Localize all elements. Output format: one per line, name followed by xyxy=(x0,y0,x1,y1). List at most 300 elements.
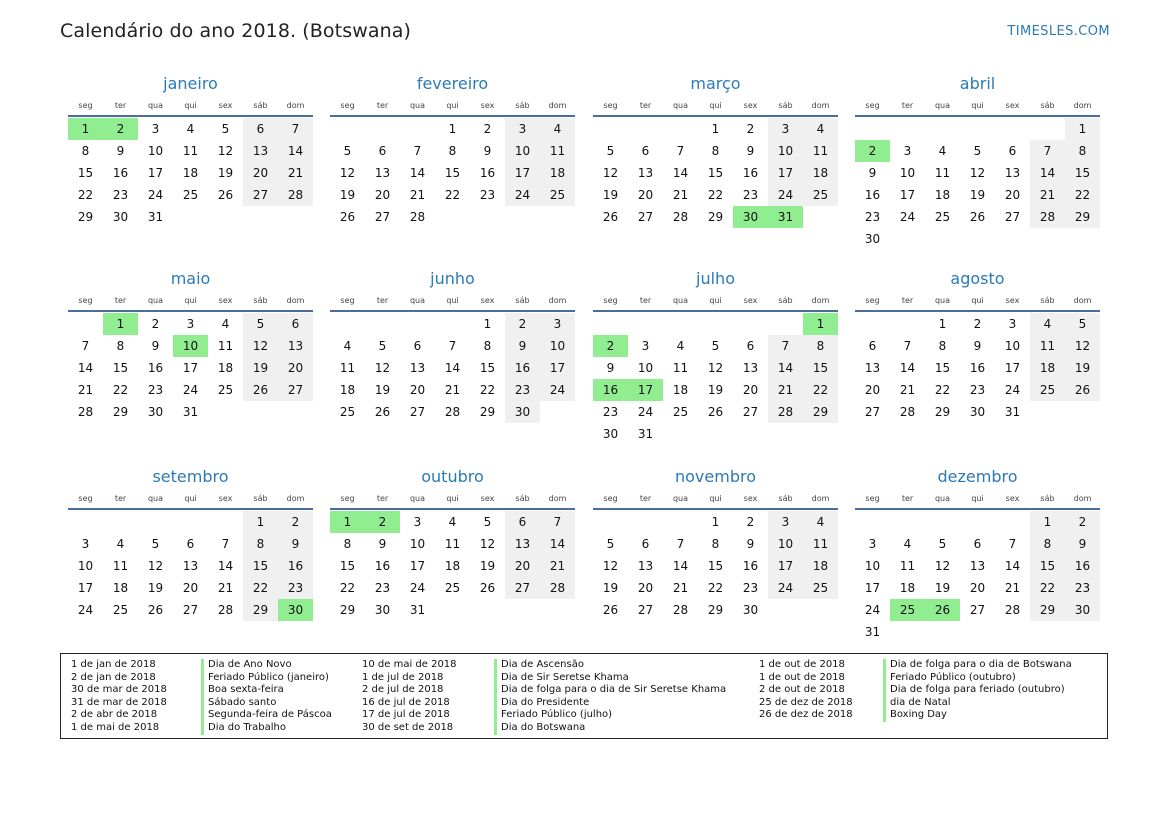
day-cell: 31 xyxy=(147,210,164,224)
weekday-label: ter xyxy=(639,296,652,305)
days-grid xyxy=(330,312,575,423)
day-cell: 6 xyxy=(378,144,387,158)
empty-cell xyxy=(1030,118,1065,140)
day-cell: 9 xyxy=(116,144,125,158)
holiday-day: 1 xyxy=(803,313,838,335)
holiday-day: 10 xyxy=(173,335,208,357)
day-cell: 13 xyxy=(969,559,986,573)
weekday-header xyxy=(330,97,575,115)
day-cell: 7 xyxy=(676,144,685,158)
month-0 xyxy=(68,73,313,228)
days-grid xyxy=(593,117,838,228)
weekday-label: qui xyxy=(709,296,722,305)
day-cell: 1 xyxy=(711,515,720,529)
day-cell: 16 xyxy=(742,166,759,180)
day-cell: 9 xyxy=(746,537,755,551)
day-cell: 10 xyxy=(147,144,164,158)
day-cell: 14 xyxy=(899,361,916,375)
day-cell: 30 xyxy=(374,603,391,617)
day-cell: 30 xyxy=(742,603,759,617)
day-cell: 24 xyxy=(147,188,164,202)
weekday-label: seg xyxy=(340,494,355,503)
weekday-label: sex xyxy=(1005,296,1020,305)
day-cell: 28 xyxy=(672,603,689,617)
day-cell: 22 xyxy=(803,379,838,401)
day-cell: 31 xyxy=(1004,405,1021,419)
day-cell: 24 xyxy=(505,184,540,206)
empty-cell xyxy=(663,118,698,140)
day-cell: 13 xyxy=(742,361,759,375)
day-cell: 30 xyxy=(505,401,540,423)
day-cell: 20 xyxy=(969,581,986,595)
day-cell: 1 xyxy=(1065,118,1100,140)
day-cell: 28 xyxy=(77,405,94,419)
day-cell: 25 xyxy=(112,603,129,617)
day-cell: 7 xyxy=(1008,537,1017,551)
legend-names-3 xyxy=(883,659,1072,722)
day-cell: 22 xyxy=(1065,184,1100,206)
day-cell: 24 xyxy=(77,603,94,617)
day-cell: 5 xyxy=(938,537,947,551)
day-cell: 16 xyxy=(147,361,164,375)
weekday-label: seg xyxy=(865,101,880,110)
day-cell: 23 xyxy=(602,405,619,419)
empty-cell xyxy=(925,118,960,140)
legend-date: 30 de set de 2018 xyxy=(362,721,454,733)
day-cell: 11 xyxy=(899,559,916,573)
day-cell: 3 xyxy=(768,118,803,140)
day-cell: 27 xyxy=(278,379,313,401)
legend-date: 2 de jan de 2018 xyxy=(71,671,156,683)
day-cell: 5 xyxy=(973,144,982,158)
weekday-label: qui xyxy=(184,494,197,503)
day-cell: 24 xyxy=(864,603,881,617)
day-cell: 13 xyxy=(505,533,540,555)
day-cell: 22 xyxy=(1030,577,1065,599)
weekday-label: sáb xyxy=(515,101,530,110)
days-grid xyxy=(330,510,575,621)
day-cell: 27 xyxy=(742,405,759,419)
day-cell: 6 xyxy=(641,144,650,158)
day-cell: 7 xyxy=(676,537,685,551)
month-1 xyxy=(330,73,575,228)
day-cell: 12 xyxy=(969,166,986,180)
day-cell: 18 xyxy=(444,559,461,573)
day-cell: 5 xyxy=(1065,313,1100,335)
day-cell: 10 xyxy=(768,140,803,162)
day-cell: 24 xyxy=(768,577,803,599)
day-cell: 16 xyxy=(479,166,496,180)
weekday-label: qui xyxy=(446,494,459,503)
day-cell: 14 xyxy=(77,361,94,375)
day-cell: 8 xyxy=(448,144,457,158)
legend-holiday-name: dia de Natal xyxy=(883,697,1072,710)
day-cell: 29 xyxy=(77,210,94,224)
weekday-label: seg xyxy=(603,296,618,305)
day-cell: 11 xyxy=(1030,335,1065,357)
day-cell: 27 xyxy=(1004,210,1021,224)
weekday-header xyxy=(330,490,575,508)
legend-holiday-name: Dia de folga para o dia de Sir Seretse Khama xyxy=(494,684,726,697)
day-cell: 4 xyxy=(448,515,457,529)
day-cell: 28 xyxy=(1030,206,1065,228)
weekday-label: dom xyxy=(1073,494,1092,503)
day-cell: 6 xyxy=(641,537,650,551)
weekday-label: qua xyxy=(409,494,426,503)
day-cell: 11 xyxy=(672,361,689,375)
day-cell: 1 xyxy=(483,317,492,331)
weekday-label: dom xyxy=(548,101,567,110)
day-cell: 27 xyxy=(243,184,278,206)
empty-cell xyxy=(365,118,400,140)
day-cell: 17 xyxy=(864,581,881,595)
day-cell: 8 xyxy=(711,537,720,551)
legend-holiday-name: Sábado santo xyxy=(201,697,332,710)
day-cell: 27 xyxy=(969,603,986,617)
day-cell: 24 xyxy=(899,210,916,224)
day-cell: 9 xyxy=(278,533,313,555)
holiday-legend xyxy=(60,653,1108,739)
day-cell: 15 xyxy=(707,559,724,573)
day-cell: 9 xyxy=(973,339,982,353)
day-cell: 13 xyxy=(278,335,313,357)
holiday-day: 16 xyxy=(593,379,628,401)
day-cell: 15 xyxy=(1030,555,1065,577)
day-cell: 9 xyxy=(505,335,540,357)
legend-date: 31 de mar de 2018 xyxy=(71,696,167,708)
weekday-label: sex xyxy=(743,101,758,110)
empty-cell xyxy=(855,313,890,335)
day-cell: 29 xyxy=(707,210,724,224)
weekday-header xyxy=(68,292,313,310)
days-grid xyxy=(593,510,838,621)
day-cell: 26 xyxy=(479,581,496,595)
empty-cell xyxy=(855,118,890,140)
day-cell: 14 xyxy=(444,361,461,375)
day-cell: 14 xyxy=(1030,162,1065,184)
day-cell: 10 xyxy=(540,335,575,357)
day-cell: 20 xyxy=(1004,188,1021,202)
day-cell: 31 xyxy=(637,427,654,441)
month-7 xyxy=(855,268,1100,423)
holiday-day: 2 xyxy=(365,511,400,533)
day-cell: 31 xyxy=(182,405,199,419)
weekday-label: ter xyxy=(114,101,127,110)
day-cell: 25 xyxy=(1030,379,1065,401)
weekday-label: qui xyxy=(184,296,197,305)
day-cell: 27 xyxy=(637,210,654,224)
day-cell: 9 xyxy=(151,339,160,353)
day-cell: 27 xyxy=(374,210,391,224)
day-cell: 23 xyxy=(1065,577,1100,599)
day-cell: 2 xyxy=(746,515,755,529)
day-cell: 17 xyxy=(768,555,803,577)
day-cell: 22 xyxy=(934,383,951,397)
day-cell: 7 xyxy=(448,339,457,353)
day-cell: 7 xyxy=(768,335,803,357)
weekday-header xyxy=(855,490,1100,508)
day-cell: 23 xyxy=(505,379,540,401)
day-cell: 17 xyxy=(505,162,540,184)
weekday-label: ter xyxy=(376,101,389,110)
empty-cell xyxy=(663,511,698,533)
day-cell: 15 xyxy=(934,361,951,375)
day-cell: 25 xyxy=(934,210,951,224)
day-cell: 16 xyxy=(969,361,986,375)
legend-date: 2 de abr de 2018 xyxy=(71,709,158,721)
day-cell: 13 xyxy=(864,361,881,375)
day-cell: 29 xyxy=(934,405,951,419)
weekday-label: qui xyxy=(184,101,197,110)
weekday-label: sex xyxy=(743,296,758,305)
legend-holiday-name: Feriado Público (outubro) xyxy=(883,672,1072,685)
month-4 xyxy=(68,268,313,423)
day-cell: 2 xyxy=(1065,511,1100,533)
weekday-label: ter xyxy=(114,494,127,503)
weekday-label: qua xyxy=(934,494,951,503)
day-cell: 10 xyxy=(899,166,916,180)
weekday-label: sáb xyxy=(778,494,793,503)
weekday-label: ter xyxy=(114,296,127,305)
day-cell: 14 xyxy=(217,559,234,573)
day-cell: 11 xyxy=(112,559,129,573)
empty-cell xyxy=(960,511,995,533)
day-cell: 18 xyxy=(112,581,129,595)
day-cell: 26 xyxy=(1065,379,1100,401)
day-cell: 19 xyxy=(602,188,619,202)
weekday-label: seg xyxy=(865,494,880,503)
empty-cell xyxy=(628,313,663,335)
day-cell: 2 xyxy=(746,122,755,136)
day-cell: 28 xyxy=(768,401,803,423)
day-cell: 24 xyxy=(540,379,575,401)
day-cell: 10 xyxy=(768,533,803,555)
day-cell: 28 xyxy=(672,210,689,224)
day-cell: 15 xyxy=(444,166,461,180)
weekday-label: dom xyxy=(1073,101,1092,110)
day-cell: 17 xyxy=(409,559,426,573)
day-cell: 16 xyxy=(278,555,313,577)
empty-cell xyxy=(628,511,663,533)
day-cell: 19 xyxy=(339,188,356,202)
day-cell: 9 xyxy=(606,361,615,375)
holiday-day: 30 xyxy=(733,206,768,228)
day-cell: 30 xyxy=(602,427,619,441)
legend-names-1 xyxy=(201,659,332,735)
weekday-label: qui xyxy=(709,494,722,503)
weekday-label: seg xyxy=(78,494,93,503)
day-cell: 24 xyxy=(637,405,654,419)
weekday-header xyxy=(855,97,1100,115)
day-cell: 4 xyxy=(903,537,912,551)
day-cell: 11 xyxy=(444,537,461,551)
weekday-label: seg xyxy=(340,101,355,110)
weekday-label: qui xyxy=(971,296,984,305)
day-cell: 6 xyxy=(278,313,313,335)
month-name: maio xyxy=(170,269,211,288)
weekday-label: qui xyxy=(971,101,984,110)
day-cell: 11 xyxy=(803,140,838,162)
brand-link[interactable]: TIMESLES.COM xyxy=(1007,24,1110,39)
weekday-label: sáb xyxy=(1040,101,1055,110)
month-name: março xyxy=(690,74,741,93)
day-cell: 24 xyxy=(768,184,803,206)
legend-holiday-name: Segunda-feira de Páscoa xyxy=(201,709,332,722)
day-cell: 17 xyxy=(147,166,164,180)
day-cell: 21 xyxy=(217,581,234,595)
empty-cell xyxy=(628,118,663,140)
legend-holiday-name: Dia do Trabalho xyxy=(201,722,332,735)
day-cell: 11 xyxy=(339,361,356,375)
weekday-label: qua xyxy=(672,296,689,305)
day-cell: 18 xyxy=(803,162,838,184)
day-cell: 27 xyxy=(182,603,199,617)
holiday-day: 1 xyxy=(103,313,138,335)
day-cell: 27 xyxy=(409,405,426,419)
weekday-label: sáb xyxy=(515,494,530,503)
weekday-label: sex xyxy=(743,494,758,503)
empty-cell xyxy=(400,313,435,335)
day-cell: 12 xyxy=(339,166,356,180)
day-cell: 2 xyxy=(505,313,540,335)
legend-date: 17 de jul de 2018 xyxy=(362,709,450,721)
day-cell: 24 xyxy=(409,581,426,595)
days-grid xyxy=(593,312,838,445)
day-cell: 21 xyxy=(899,383,916,397)
empty-cell xyxy=(925,511,960,533)
day-cell: 12 xyxy=(374,361,391,375)
day-cell: 22 xyxy=(707,581,724,595)
weekday-label: ter xyxy=(901,101,914,110)
legend-holiday-name: Dia de Ano Novo xyxy=(201,659,332,672)
empty-cell xyxy=(593,118,628,140)
holiday-day: 26 xyxy=(925,599,960,621)
day-cell: 4 xyxy=(116,537,125,551)
day-cell: 12 xyxy=(1065,335,1100,357)
weekday-label: seg xyxy=(78,296,93,305)
weekday-label: sáb xyxy=(253,296,268,305)
day-cell: 3 xyxy=(81,537,90,551)
day-cell: 29 xyxy=(707,603,724,617)
day-cell: 22 xyxy=(243,577,278,599)
day-cell: 20 xyxy=(278,357,313,379)
day-cell: 26 xyxy=(602,210,619,224)
day-cell: 7 xyxy=(81,339,90,353)
days-grid xyxy=(330,117,575,228)
weekday-label: seg xyxy=(865,296,880,305)
weekday-label: qua xyxy=(934,101,951,110)
day-cell: 8 xyxy=(243,533,278,555)
day-cell: 7 xyxy=(278,118,313,140)
weekday-label: dom xyxy=(548,494,567,503)
weekday-label: qua xyxy=(409,101,426,110)
legend-date: 2 de jul de 2018 xyxy=(362,684,444,696)
day-cell: 28 xyxy=(899,405,916,419)
day-cell: 17 xyxy=(899,188,916,202)
day-cell: 15 xyxy=(243,555,278,577)
empty-cell xyxy=(68,313,103,335)
day-cell: 12 xyxy=(147,559,164,573)
day-cell: 4 xyxy=(803,511,838,533)
weekday-header xyxy=(68,97,313,115)
day-cell: 18 xyxy=(899,581,916,595)
day-cell: 11 xyxy=(934,166,951,180)
day-cell: 14 xyxy=(672,559,689,573)
day-cell: 21 xyxy=(672,188,689,202)
weekday-label: sáb xyxy=(515,296,530,305)
days-grid xyxy=(68,510,313,621)
weekday-label: seg xyxy=(603,494,618,503)
day-cell: 27 xyxy=(864,405,881,419)
empty-cell xyxy=(698,313,733,335)
day-cell: 24 xyxy=(182,383,199,397)
day-cell: 19 xyxy=(1065,357,1100,379)
weekday-label: sáb xyxy=(1040,494,1055,503)
day-cell: 1 xyxy=(711,122,720,136)
holiday-day: 2 xyxy=(593,335,628,357)
days-grid xyxy=(68,117,313,228)
day-cell: 21 xyxy=(672,581,689,595)
weekday-label: ter xyxy=(639,494,652,503)
weekday-label: ter xyxy=(901,296,914,305)
day-cell: 26 xyxy=(969,210,986,224)
day-cell: 13 xyxy=(637,166,654,180)
day-cell: 11 xyxy=(540,140,575,162)
month-name: novembro xyxy=(675,467,756,486)
weekday-label: sex xyxy=(218,296,233,305)
month-6 xyxy=(593,268,838,445)
day-cell: 10 xyxy=(505,140,540,162)
weekday-label: seg xyxy=(340,296,355,305)
weekday-header xyxy=(330,292,575,310)
day-cell: 13 xyxy=(182,559,199,573)
day-cell: 6 xyxy=(1008,144,1017,158)
day-cell: 1 xyxy=(938,317,947,331)
day-cell: 27 xyxy=(505,577,540,599)
day-cell: 30 xyxy=(147,405,164,419)
day-cell: 17 xyxy=(77,581,94,595)
day-cell: 25 xyxy=(182,188,199,202)
weekday-label: sex xyxy=(218,101,233,110)
day-cell: 15 xyxy=(707,166,724,180)
day-cell: 19 xyxy=(374,383,391,397)
day-cell: 10 xyxy=(864,559,881,573)
legend-holiday-name: Feriado Público (janeiro) xyxy=(201,672,332,685)
day-cell: 6 xyxy=(868,339,877,353)
day-cell: 20 xyxy=(505,555,540,577)
day-cell: 25 xyxy=(672,405,689,419)
legend-holiday-name: Dia do Presidente xyxy=(494,697,726,710)
month-name: fevereiro xyxy=(416,74,489,93)
day-cell: 10 xyxy=(77,559,94,573)
day-cell: 31 xyxy=(409,603,426,617)
legend-names-2 xyxy=(494,659,726,735)
day-cell: 12 xyxy=(934,559,951,573)
holiday-day: 30 xyxy=(278,599,313,621)
month-name: julho xyxy=(696,269,735,288)
empty-cell xyxy=(890,313,925,335)
day-cell: 17 xyxy=(768,162,803,184)
weekday-label: qui xyxy=(709,101,722,110)
day-cell: 26 xyxy=(339,210,356,224)
day-cell: 21 xyxy=(278,162,313,184)
day-cell: 9 xyxy=(746,144,755,158)
day-cell: 18 xyxy=(540,162,575,184)
day-cell: 11 xyxy=(803,533,838,555)
day-cell: 22 xyxy=(112,383,129,397)
weekday-label: ter xyxy=(376,296,389,305)
day-cell: 2 xyxy=(278,511,313,533)
